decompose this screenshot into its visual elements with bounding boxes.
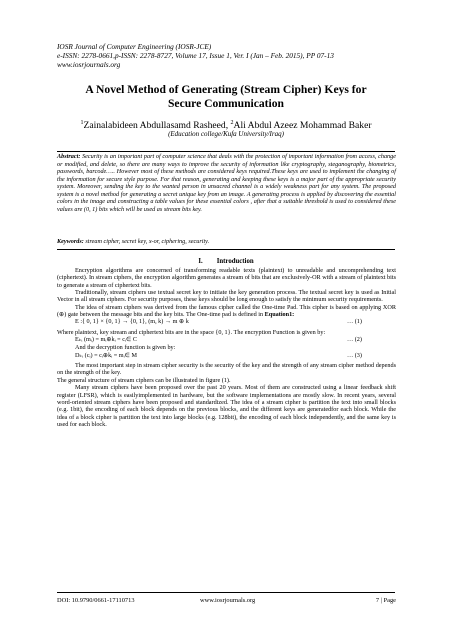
footer-rule	[57, 592, 395, 593]
footer-site: www.iosrjournals.org	[200, 597, 256, 604]
decryption-intro	[57, 344, 396, 352]
author-1-index: 1	[80, 120, 84, 126]
author-2: Ali Abdul Azeez Mohammad Baker	[233, 120, 372, 132]
abstract-top-rule	[57, 151, 395, 152]
author-2-index: 2	[230, 120, 234, 126]
abstract-label: Abstract:	[57, 153, 81, 160]
abstract-bottom-rule	[57, 249, 395, 250]
equation-3-tag: … (3)	[347, 351, 362, 359]
journal-issn: e-ISSN: 2278-0661,p-ISSN: 2278-8727, Volume 17, Issue 1, Ver. I (Jan – Feb. 2015), PP 07-13	[57, 51, 334, 60]
paragraph-3-text: The idea of stream ciphers was derived from the famous cipher called the One-time Pad. This cipher is based on applying XOR (⊕) gate between the message bits and the key bits. The One-time pad is defined in	[57, 303, 396, 319]
decryption-intro-text: And the decryption function is given by:	[75, 343, 176, 351]
keywords	[57, 238, 396, 245]
paragraph-7: Many stream ciphers have been proposed over the past 20 years. Most of them are constructed using a linear feedback shift register (LFSR), which is easilyimplemented in hardware, but the software implementations are mostly slow. In recent years, several word-oriented stream ciphers have been proposed and standardized. The idea of a stream cipher is partition the text into small blocks (e.g. 1bit), the encoding of each block depends on the previous blocks, and the different keys are generatedfor each block. While the idea of a block cipher is partition the text into large blocks (e.g. 128bit), the encoding of each block independently, and the same key is used for each block.	[57, 384, 396, 428]
equation-3-body: Dₖᵢ (cᵢ) = cᵢ⊕kᵢ = mᵢ∈ M	[75, 351, 138, 359]
paragraph-6: The general structure of stream ciphers can be illustrated in figure (1).	[57, 376, 231, 384]
footer-doi: DOI: 10.9790/0661-17110713	[57, 597, 135, 604]
footer-page-number: 7 | Page	[375, 597, 396, 604]
paper-title	[57, 83, 395, 111]
equation-2	[57, 336, 396, 344]
journal-name: IOSR Journal of Computer Engineering (IOSR-JCE)	[57, 42, 212, 51]
equation-reference: Equation1:	[264, 311, 295, 319]
equation-1	[57, 318, 396, 326]
keywords-text: stream cipher, secret key, x-or, ciphering, security.	[83, 238, 210, 245]
section-number: I.	[198, 258, 203, 265]
equation-1-tag: … (1)	[347, 318, 362, 326]
paragraph-4: Where plaintext, key stream and ciphertext bits are in the space {0, 1}. The encryption Function is given by:	[57, 329, 326, 336]
equation-2-tag: … (2)	[347, 336, 362, 344]
paragraph-5: The most important step in stream cipher security is the security of the key and the strength of any stream cipher method depends on the strength of the key.	[57, 362, 396, 377]
body-text	[57, 267, 396, 428]
section-heading	[57, 258, 395, 265]
equation-1-body: E :{ 0, 1} × {0, 1} → {0, 1}, (m, k) → m ⊕ k	[75, 318, 189, 326]
abstract-text: Security is an important part of computer science that deals with the protection of important information from access, change or modified, and delete, so there are many ways to improve the security of information like cryptography, steganography, biometrics, passwords, barcode….. However most of these methods are considered keys required.These keys are used to implement the changing of the information for secure style purpose. For that reason, generating and keeping these keys is a major part of the appropriate security system. Moreover, sending the key to the wanted person in unsacred channel is a widely weakness part for any system. The proposed system is a novel method for generating a secret unique key from an image. A generating process is applied by discovering the essential colors in the image and constructing a table values for these essential colors , after that a suitable threshold is used to considered these values are (0, 1) bits which will be used as stream bits key.	[57, 153, 396, 213]
paragraph-2: Traditionally, stream ciphers use textual secret key to initiate the key generation process. The textual secret key is used as Initial Vector in all stream ciphers. For security purposes, these keys should be long enough to satisfy the minimum security requirements.	[57, 289, 396, 304]
author-1: Zainalabideen Abdullasamd Rasheed,	[83, 120, 231, 132]
keywords-label: Keywords:	[57, 238, 84, 245]
section-title: Introduction	[216, 258, 254, 265]
equation-2-body: Eₖᵢ (mᵢ) = mᵢ⊕kᵢ = cᵢ∈ C	[75, 336, 138, 344]
paragraph-3	[57, 304, 396, 319]
journal-header	[57, 42, 397, 69]
equation-3	[57, 352, 396, 360]
title-line-1: A Novel Method of Generating (Stream Cipher) Keys for	[85, 83, 367, 96]
abstract	[57, 153, 396, 213]
paragraph-1: Encryption algorithms are concerned of transforming readable texts (plaintext) to unreadable and uncomprehending text (ciphertext). In stream ciphers, the encryption algorithm generates a stream of bits that are exclusively-OR with a stream of plaintext bits to generate a stream of ciphertext bits.	[57, 267, 396, 289]
journal-url: www.iosrjournals.org	[57, 60, 121, 69]
title-line-2: Secure Communication	[167, 97, 285, 110]
affiliation: (Education college/Kufa University/Iraq)	[168, 130, 284, 138]
